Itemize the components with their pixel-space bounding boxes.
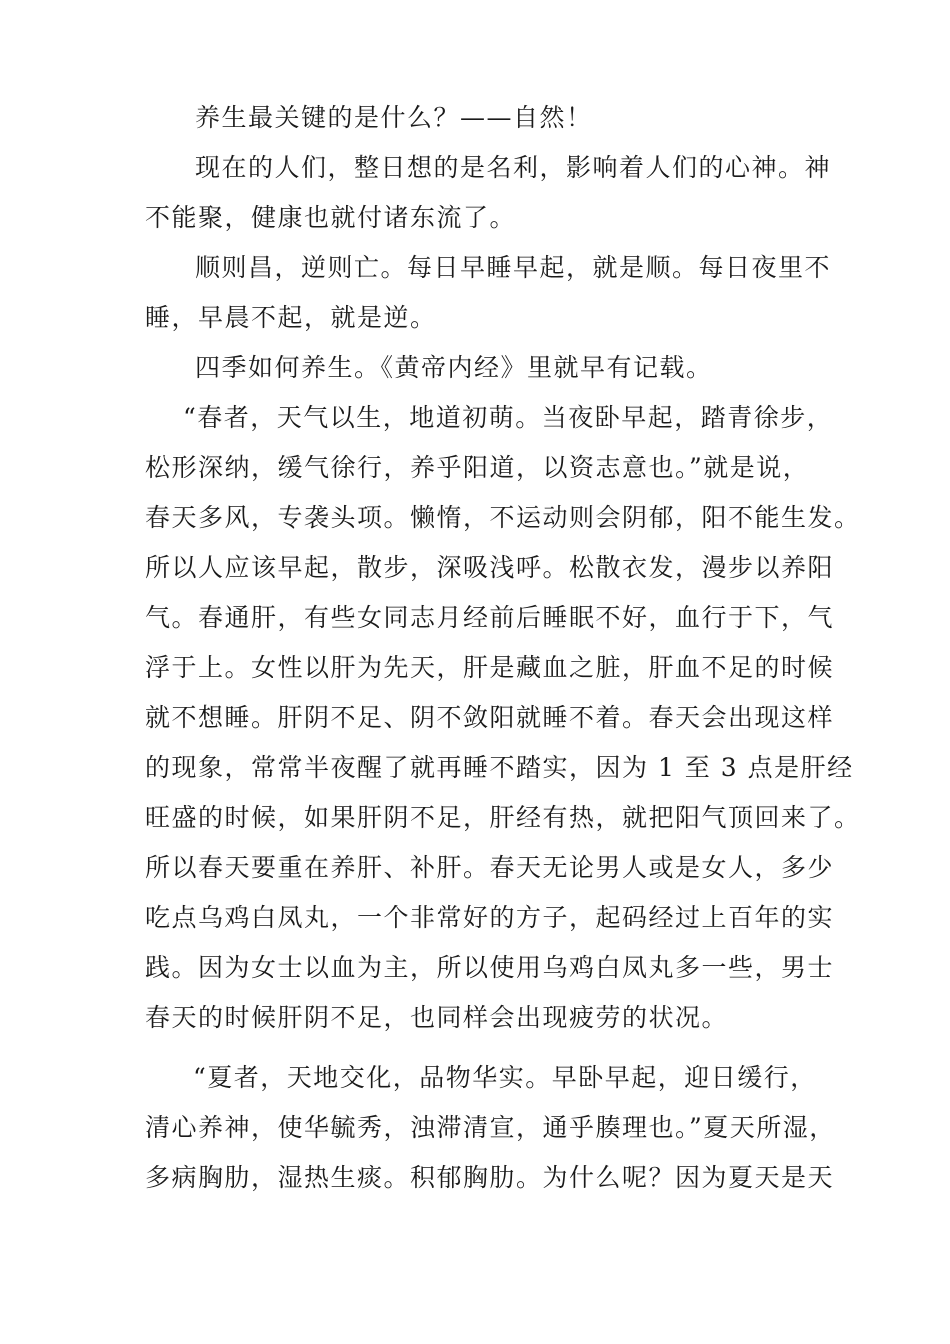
text-line: 睡，早晨不起，就是逆。 [145, 303, 437, 332]
text-line: 春天多风，专袭头项。懒惰，不运动则会阴郁，阳不能生发。 [145, 503, 861, 532]
text-line: 气。春通肝，有些女同志月经前后睡眠不好，血行于下，气 [145, 603, 835, 632]
text-line: “春者，天气以生，地道初萌。当夜卧早起，踏青徐步， [183, 403, 834, 432]
text-line: 春天的时候肝阴不足，也同样会出现疲劳的状况。 [145, 1003, 729, 1032]
text-line: 养生最关键的是什么？——自然！ [195, 103, 593, 132]
text-line: 的现象，常常半夜醒了就再睡不踏实，因为 1 至 3 点是肝经 [145, 753, 854, 782]
text-line: 顺则昌，逆则亡。每日早睡早起，就是顺。每日夜里不 [195, 253, 832, 282]
text-line: 不能聚，健康也就付诸东流了。 [145, 203, 517, 232]
text-line: 旺盛的时候，如果肝阴不足，肝经有热，就把阳气顶回来了。 [145, 803, 861, 832]
text-line: 松形深纳，缓气徐行，养乎阳道，以资志意也。”就是说， [145, 453, 810, 482]
text-line: 四季如何养生。《黄帝内经》里就早有记载。 [195, 353, 713, 382]
text-line: 就不想睡。肝阴不足、阴不敛阳就睡不着。春天会出现这样 [145, 703, 835, 732]
text-line: 浮于上。女性以肝为先天，肝是藏血之脏，肝血不足的时候 [145, 653, 835, 682]
text-line: 所以春天要重在养肝、补肝。春天无论男人或是女人，多少 [145, 853, 835, 882]
text-line: 多病胸肋，湿热生痰。积郁胸肋。为什么呢？因为夏天是天 [145, 1163, 835, 1192]
text-line: 所以人应该早起，散步，深吸浅呼。松散衣发，漫步以养阳 [145, 553, 835, 582]
text-line: “夏者，天地交化，品物华实。早卧早起，迎日缓行， [193, 1063, 817, 1092]
text-line: 践。因为女士以血为主，所以使用乌鸡白凤丸多一些，男士 [145, 953, 835, 982]
text-line: 现在的人们，整日想的是名利，影响着人们的心神。神 [195, 153, 832, 182]
text-line: 吃点乌鸡白凤丸，一个非常好的方子，起码经过上百年的实 [145, 903, 835, 932]
text-line: 清心养神，使华毓秀，浊滞清宣，通乎腠理也。”夏天所湿， [145, 1113, 836, 1142]
